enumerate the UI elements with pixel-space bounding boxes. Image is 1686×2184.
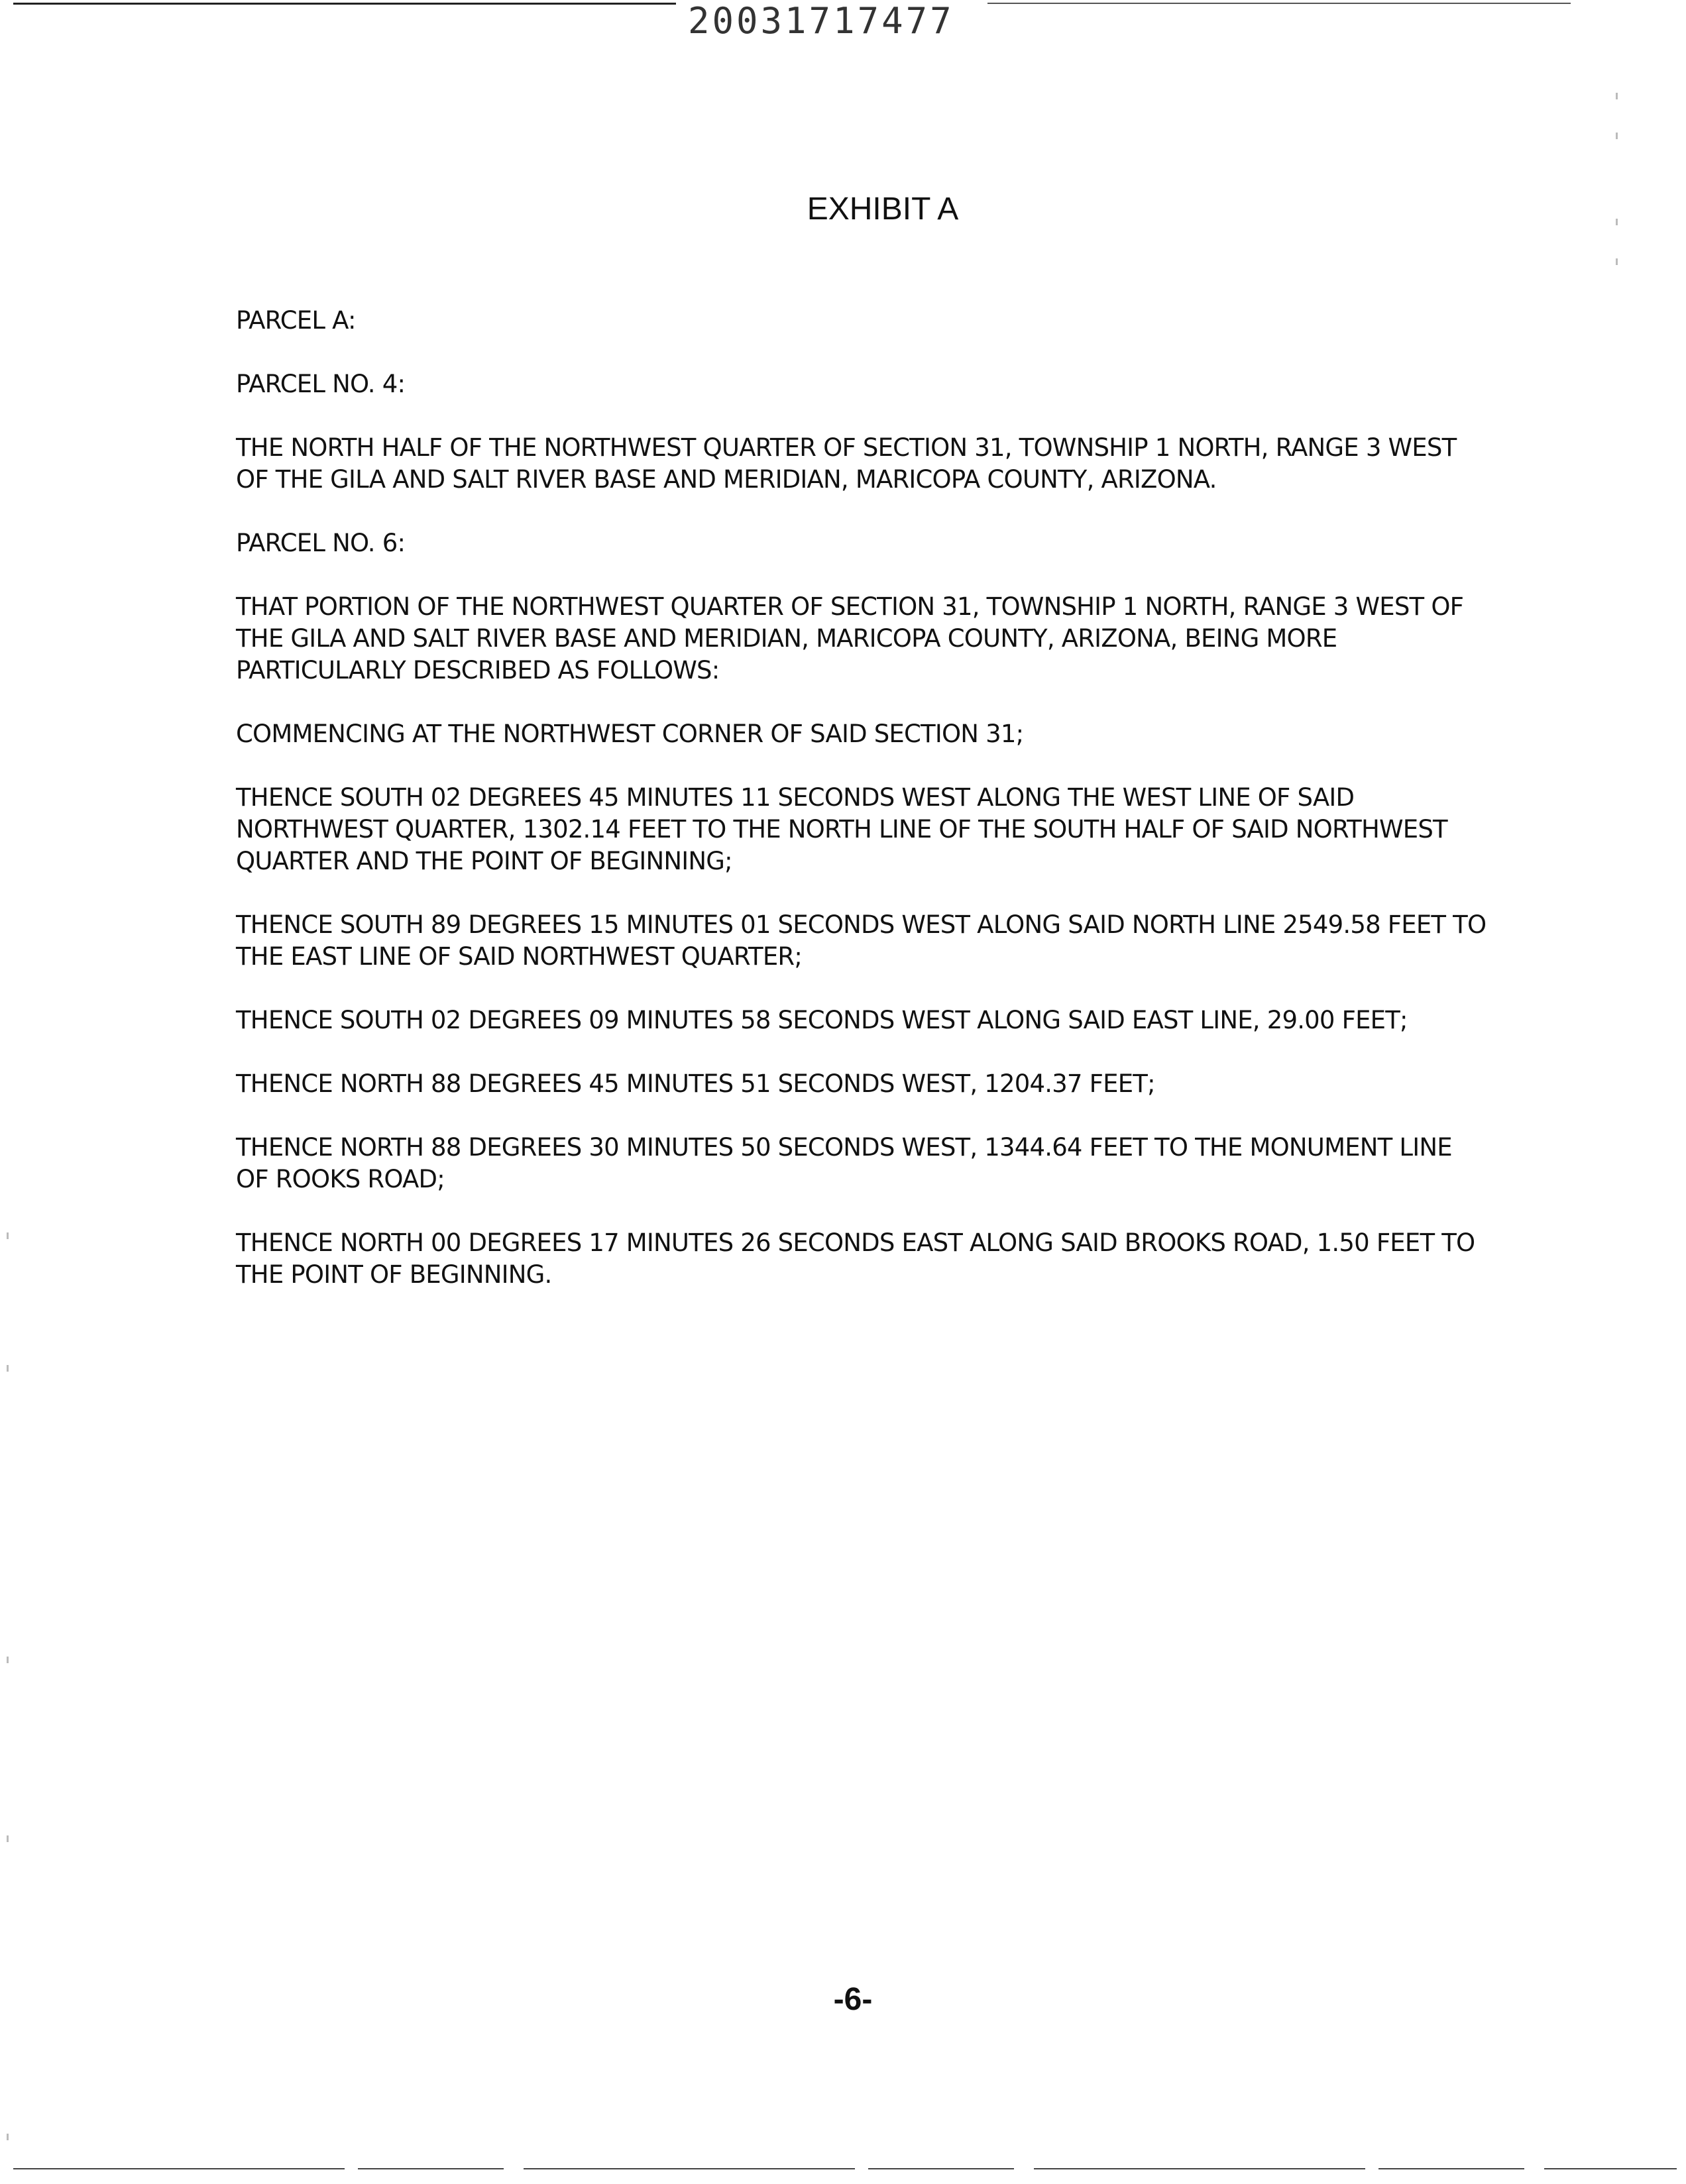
document-number: 20031717477 [688,0,954,42]
page-number: -6- [833,1982,873,2017]
course-1: THENCE SOUTH 02 DEGREES 45 MINUTES 11 SECONDS WEST ALONG THE WEST LINE OF SAID NORTHWEST QUARTER, 1302.14 FEET TO THE NORTH LINE OF THE SOUTH HALF OF SAID NORTHWEST QUARTER AND THE POINT OF BEGINNING; [236,783,1447,875]
course-2: THENCE SOUTH 89 DEGREES 15 MINUTES 01 SECONDS WEST ALONG SAID NORTH LINE 2549.58 FEET TO THE EAST LINE OF SAID NORTHWEST QUARTER; [236,910,1487,971]
scan-speck [7,2134,9,2140]
course-3: THENCE SOUTH 02 DEGREES 09 MINUTES 58 SECONDS WEST ALONG SAID EAST LINE, 29.00 FEET; [236,1006,1408,1034]
course-6: THENCE NORTH 00 DEGREES 17 MINUTES 26 SECONDS EAST ALONG SAID BROOKS ROAD, 1.50 FEET TO THE POINT OF BEGINNING. [236,1228,1475,1289]
top-rule [13,3,676,5]
commencing-clause: COMMENCING AT THE NORTHWEST CORNER OF SAID SECTION 31; [236,720,1024,748]
exhibit-title: EXHIBIT A [807,191,959,227]
scan-speck [1616,133,1618,139]
bottom-rule [13,2168,1677,2169]
scan-speck [7,1232,9,1239]
parcel-no-4-description: THE NORTH HALF OF THE NORTHWEST QUARTER OF SECTION 31, TOWNSHIP 1 NORTH, RANGE 3 WEST OF THE GILA AND SALT RIVER BASE AND MERIDIAN, MARICOPA COUNTY, ARIZONA. [236,433,1457,494]
legal-description [236,305,1489,1323]
scan-speck [1616,93,1618,99]
scan-speck [1616,258,1618,265]
parcel-no-6-description: THAT PORTION OF THE NORTHWEST QUARTER OF SECTION 31, TOWNSHIP 1 NORTH, RANGE 3 WEST OF THE GILA AND SALT RIVER BASE AND MERIDIAN, MARICOPA COUNTY, ARIZONA, BEING MORE PARTICULARLY DESCRIBED AS FOLLOWS: [236,592,1464,684]
top-rule-right [987,3,1571,4]
parcel-a-heading: PARCEL A: [236,306,356,335]
parcel-no-6-heading: PARCEL NO. 6: [236,529,406,557]
scan-speck [7,1835,9,1842]
parcel-no-4-heading: PARCEL NO. 4: [236,370,406,398]
course-5: THENCE NORTH 88 DEGREES 30 MINUTES 50 SECONDS WEST, 1344.64 FEET TO THE MONUMENT LINE OF ROOKS ROAD; [236,1133,1452,1193]
scan-speck [1616,219,1618,225]
course-4: THENCE NORTH 88 DEGREES 45 MINUTES 51 SECONDS WEST, 1204.37 FEET; [236,1069,1155,1098]
scan-speck [7,1365,9,1372]
scan-speck [7,1657,9,1663]
